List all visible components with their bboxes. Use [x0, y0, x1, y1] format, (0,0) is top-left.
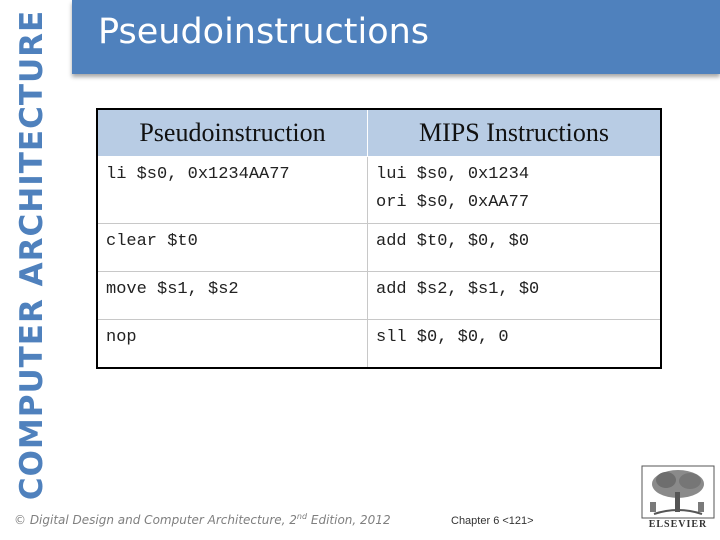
- mips-cell: [368, 272, 662, 320]
- page-title: Pseudoinstructions: [98, 12, 430, 52]
- chapter-label: Chapter 6 <121>: [451, 515, 534, 527]
- pseudo-cell: li $s0, 0x1234AA77: [97, 157, 368, 224]
- tree-logo-icon: [640, 464, 716, 520]
- copyright-superscript: nd: [296, 512, 308, 521]
- table-row: [97, 157, 661, 224]
- side-banner: [10, 0, 54, 510]
- mips-cell: [368, 320, 662, 368]
- mips-line: add $t0, $0, $0: [376, 232, 530, 251]
- title-bar: [72, 0, 720, 74]
- mips-line: add $s2, $s1, $0: [376, 280, 540, 299]
- pseudoinstruction-table: [96, 108, 662, 369]
- table-row: [97, 272, 661, 320]
- table-row: [97, 320, 661, 368]
- pseudo-cell: move $s1, $s2: [97, 272, 368, 320]
- side-banner-text: COMPUTER ARCHITECTURE: [14, 9, 51, 501]
- mips-cell: [368, 157, 662, 224]
- logo-wordmark: ELSEVIER: [648, 519, 708, 530]
- mips-line: ori $s0, 0xAA77: [376, 193, 530, 212]
- mips-line: lui $s0, 0x1234: [376, 165, 530, 184]
- pseudo-cell: clear $t0: [97, 224, 368, 272]
- table-row: [97, 224, 661, 272]
- column-header-mips-instructions: MIPS Instructions: [368, 109, 662, 157]
- copyright-prefix: © Digital Design and Computer Architecture, 2: [14, 513, 297, 527]
- pseudo-cell: nop: [97, 320, 368, 368]
- mips-line: sll $0, $0, 0: [376, 328, 509, 347]
- table-header-row: [97, 109, 661, 157]
- copyright-suffix: Edition, 2012: [307, 513, 391, 527]
- copyright-footer: [14, 512, 391, 527]
- publisher-logo: [640, 464, 716, 534]
- mips-cell: [368, 224, 662, 272]
- column-header-pseudoinstruction: Pseudoinstruction: [97, 109, 368, 157]
